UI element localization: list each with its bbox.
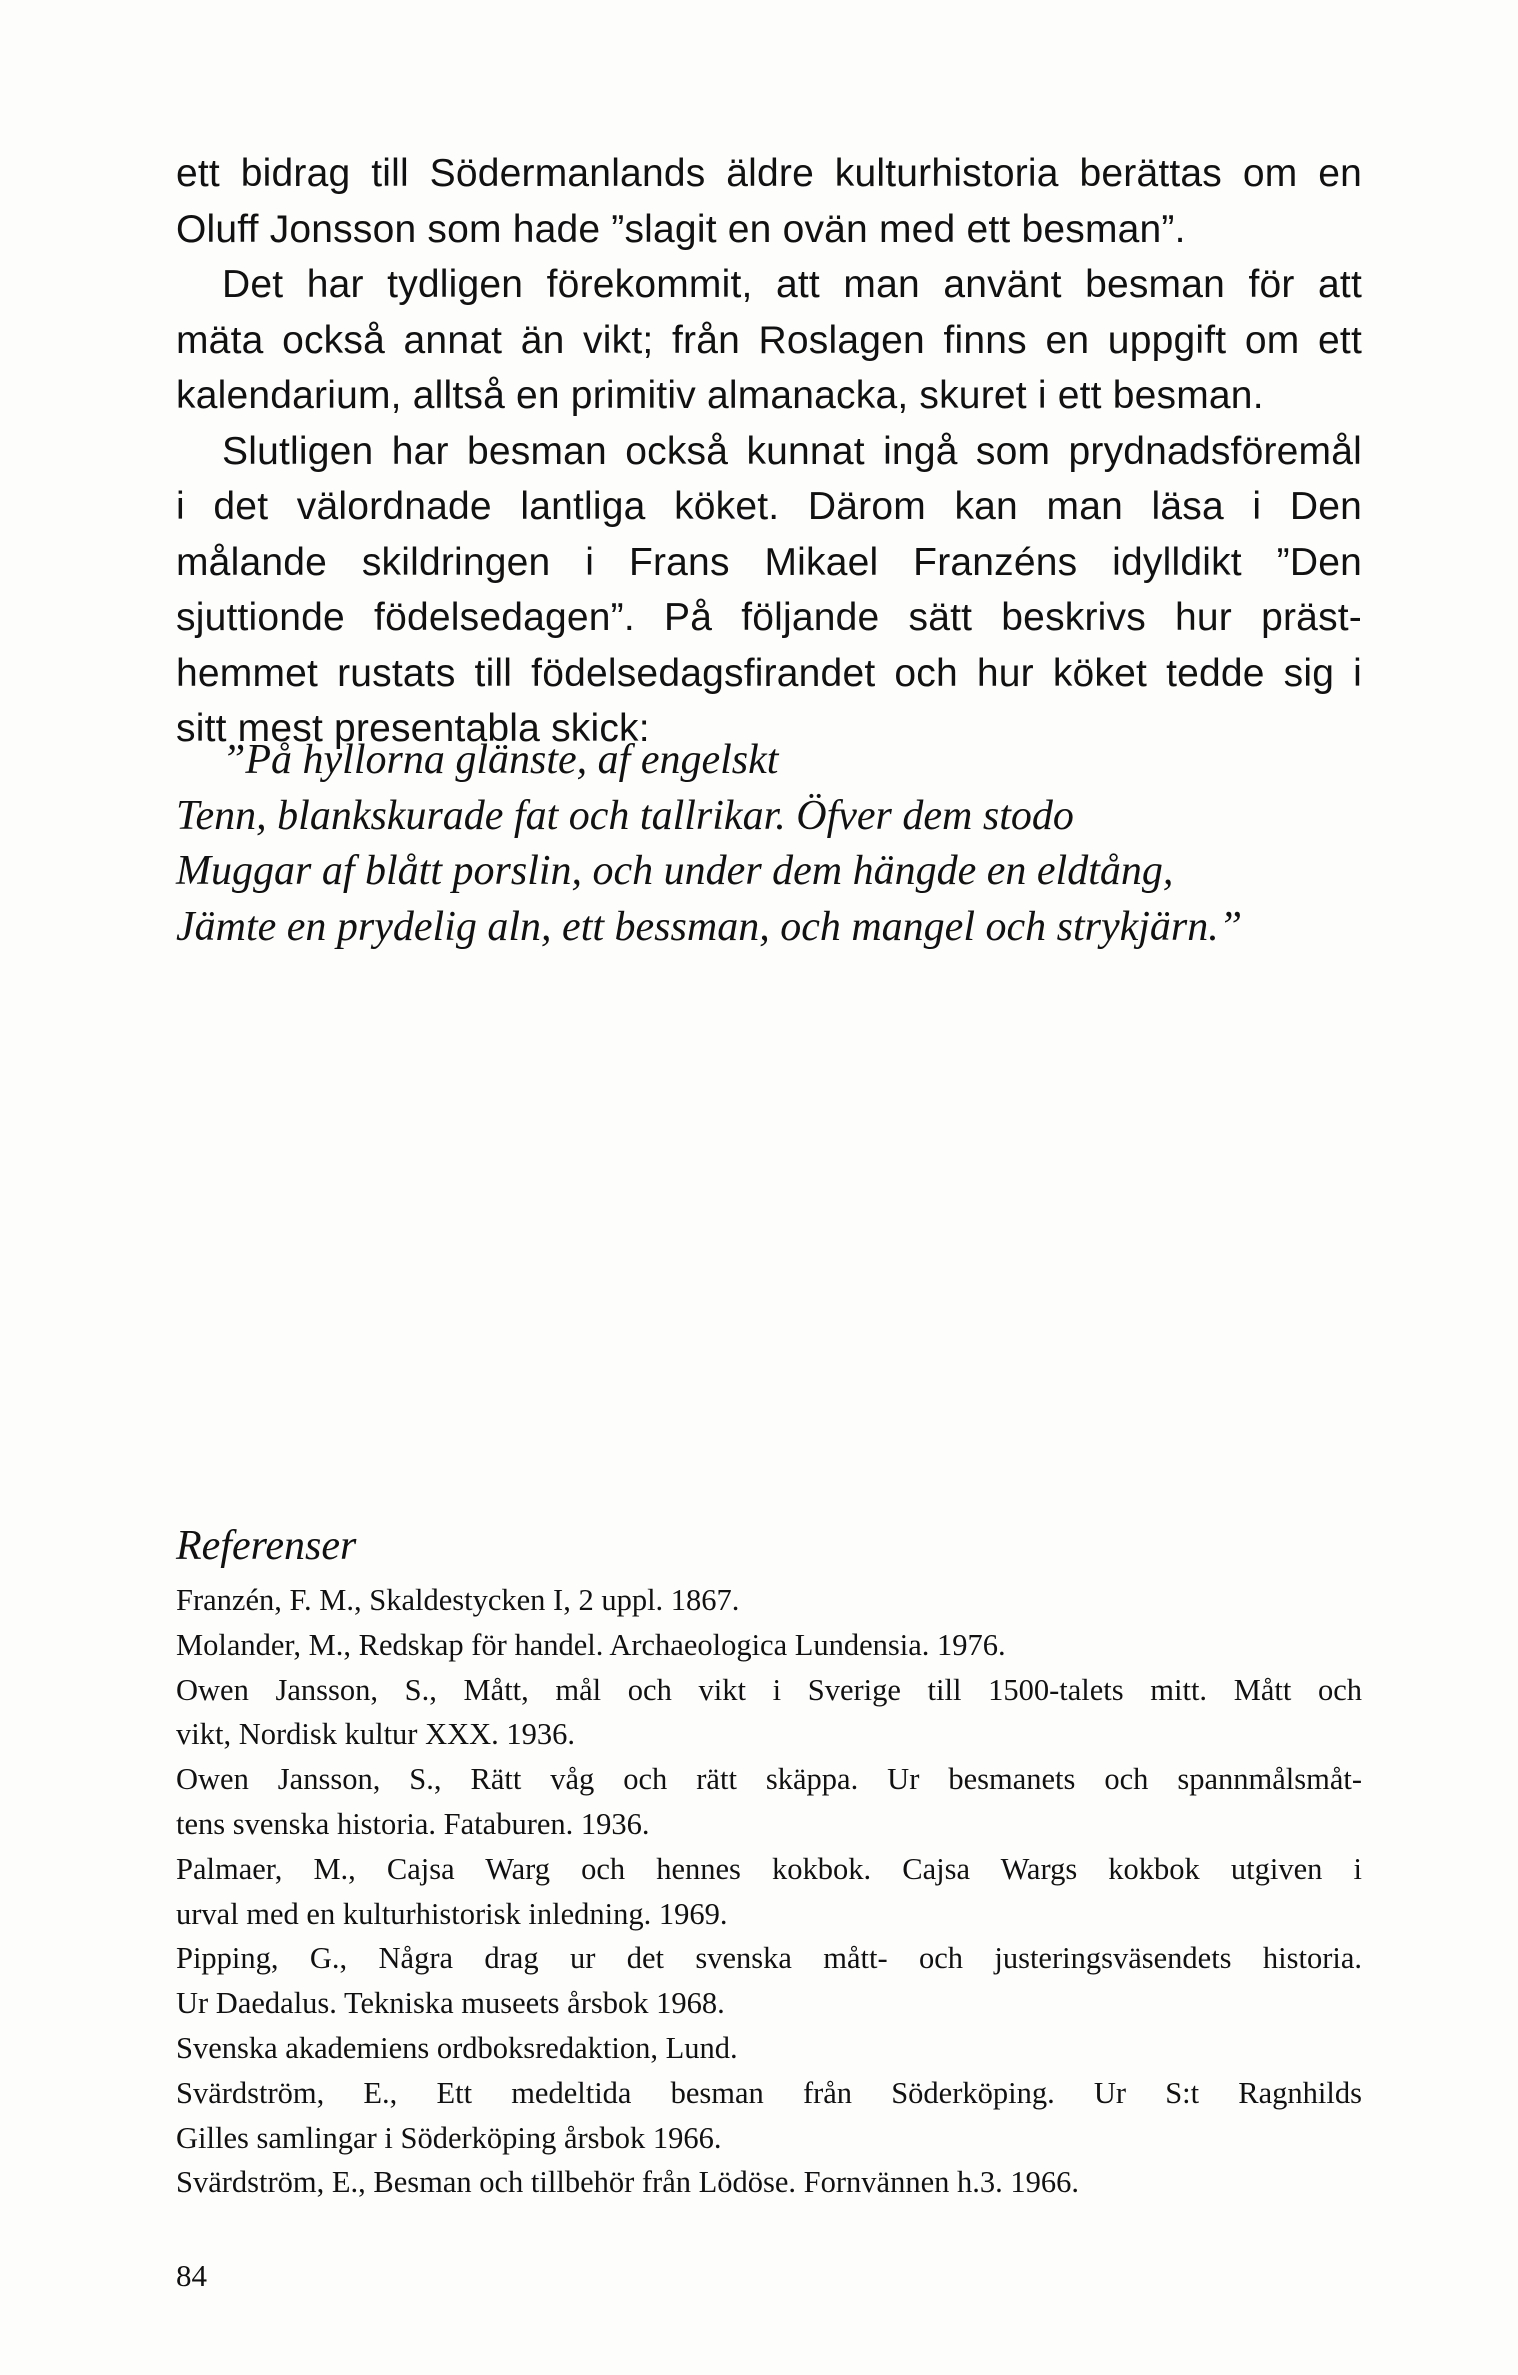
reference-line: Pipping, G., Några drag ur det svenska mått- och justeringsväsendets historia. xyxy=(176,1941,1362,1976)
poem-line: Muggar af blått porslin, och under dem hängde en eldtång, xyxy=(176,848,1174,894)
reference-entry xyxy=(176,1847,1362,1937)
reference-entry xyxy=(176,2160,1362,2205)
reference-line: Ur Daedalus. Tekniska museets årsbok 1968. xyxy=(176,1986,725,2021)
text-line: Det har tydligen förekommit, att man använt besman för att xyxy=(222,263,1362,306)
reference-line: tens svenska historia. Fataburen. 1936. xyxy=(176,1806,650,1841)
references-section xyxy=(176,1518,1362,2205)
reference-entry xyxy=(176,1623,1362,1668)
reference-entry xyxy=(176,2071,1362,2161)
reference-line: Palmaer, M., Cajsa Warg och hennes kokbok. Cajsa Wargs kokbok utgiven i xyxy=(176,1851,1362,1886)
text-line: Slutligen har besman också kunnat ingå som prydnadsföremål xyxy=(222,429,1362,473)
reference-entry xyxy=(176,1757,1362,1847)
text-line: hemmet rustats till födelsedagsfirandet och hur köket tedde sig i xyxy=(176,651,1362,695)
text-line: målande skildringen i Frans Mikael Franzéns idylldikt ”Den xyxy=(176,540,1362,584)
poem-line: Jämte en prydelig aln, ett bessman, och mangel och strykjärn.” xyxy=(176,903,1243,950)
reference-line: Gilles samlingar i Söderköping årsbok 1966. xyxy=(176,2120,722,2155)
text-line: i det välordnade lantliga köket. Därom kan man läsa i Den xyxy=(176,485,1362,528)
reference-entry xyxy=(176,1936,1362,2026)
page-number: 84 xyxy=(176,2258,207,2293)
reference-line: Svärdström, E., Ett medeltida besman från Söderköping. Ur S:t Ragnhilds xyxy=(176,2075,1362,2110)
paragraph-2 xyxy=(176,257,1362,424)
text-line: mäta också annat än vikt; från Roslagen finns en uppgift om ett xyxy=(176,318,1362,362)
references-heading: Referenser xyxy=(176,1523,357,1569)
reference-line: urval med en kulturhistorisk inledning. 1969. xyxy=(176,1896,728,1931)
paragraph-3 xyxy=(176,424,1362,757)
reference-entry xyxy=(176,1668,1362,1758)
reference-line: Svenska akademiens ordboksredaktion, Lund. xyxy=(176,2030,738,2065)
text-line: sitt mest presentabla skick: xyxy=(176,707,650,750)
poem-line: ”På hyllorna glänste, af engelskt xyxy=(222,737,779,783)
reference-line: Molander, M., Redskap för handel. Archaeologica Lundensia. 1976. xyxy=(176,1627,1006,1662)
reference-line: Svärdström, E., Besman och tillbehör från Lödöse. Fornvännen h.3. 1966. xyxy=(176,2165,1079,2200)
poem-quote xyxy=(176,733,1362,955)
reference-entry xyxy=(176,1578,1362,1623)
text-line: ett bidrag till Södermanlands äldre kulturhistoria berättas om en xyxy=(176,152,1362,195)
poem-line: Tenn, blankskurade fat och tallrikar. Öfver dem stodo xyxy=(176,792,1074,839)
paragraph-1 xyxy=(176,146,1362,257)
reference-entry xyxy=(176,2026,1362,2071)
reference-line: Franzén, F. M., Skaldestycken I, 2 uppl. 1867. xyxy=(176,1583,740,1617)
text-line: Oluff Jonsson som hade ”slagit en ovän med ett besman”. xyxy=(176,207,1186,251)
reference-line: vikt, Nordisk kultur XXX. 1936. xyxy=(176,1717,576,1752)
reference-line: Owen Jansson, S., Rätt våg och rätt skäppa. Ur besmanets och spannmålsmåt- xyxy=(176,1762,1362,1797)
text-line: sjuttionde födelsedagen”. På följande sätt beskrivs hur präst- xyxy=(176,596,1362,639)
text-line: kalendarium, alltså en primitiv almanacka, skuret i ett besman. xyxy=(176,374,1264,417)
reference-line: Owen Jansson, S., Mått, mål och vikt i Sverige till 1500-talets mitt. Mått och xyxy=(176,1672,1362,1707)
body-text xyxy=(176,146,1362,757)
